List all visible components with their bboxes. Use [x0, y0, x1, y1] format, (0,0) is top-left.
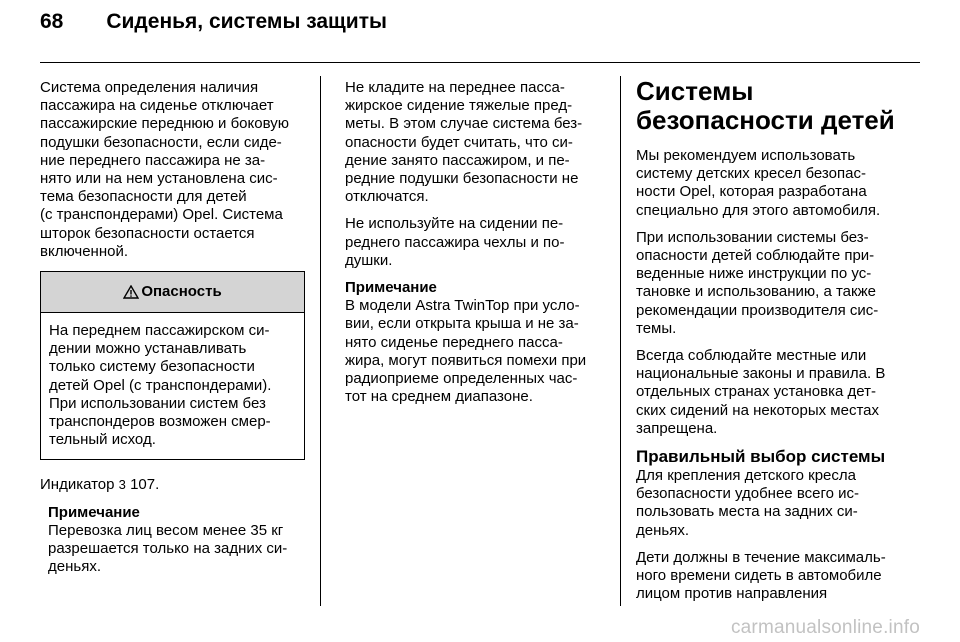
warning-body: На переднем пассажирском си- дении можно устанавливать только систему безопасности детей Opel (с транспондерами). При использовании систем без транспондеров возможен смер- тельный исход.	[49, 322, 272, 449]
heavy-objects-paragraph: Не кладите на переднее пасса- жирское сидение тяжелые пред- меты. В этом случае система без- опасности будет считать, что си- дение занято пассажиром, и пе- редние подушки безопасности не отключатся.	[345, 79, 583, 206]
watermark: carmanualsonline.info	[730, 617, 920, 638]
note-title: Примечание	[345, 279, 437, 297]
seat-covers-paragraph: Не используйте на сидении пе- реднего пассажира чехлы и по- душки.	[345, 215, 565, 269]
system-choice-subheading: Правильный выбор системы	[636, 447, 886, 467]
page-number: 68	[40, 10, 64, 33]
section-title: Сиденья, системы защиты	[106, 10, 387, 33]
rear-seats-paragraph: Для крепления детского кресла безопасности удобнее всего ис- пользовать места на задних си- деньях.	[636, 467, 859, 539]
warning-triangle-icon	[123, 285, 139, 299]
danger-warning-box	[40, 271, 305, 460]
header-rule	[40, 62, 920, 63]
note-block-2: Примечание В модели Astra TwinTop при усло- вии, если открыта крыша и не за- нято сиденье переднего пасса- жира, могут появиться помехи при радиоприеме определенных час- тот на среднем диапазоне.	[345, 279, 607, 406]
page-header	[40, 10, 387, 46]
column-3	[636, 77, 910, 612]
occupant-detection-paragraph: Система определения наличия пассажира на сиденье отключает пассажирские переднюю и боковую подушки безопасности, если сиде- ние переднего пассажира не за- нято или на нем установлена сис- тема безопасности для детей (с транспондерами) Opel. Система шторок безопасности остается включенной.	[40, 79, 289, 260]
column-divider-1	[320, 76, 321, 606]
recommendation-paragraph: Мы рекомендуем использовать систему детских кресел безопас- ности Opel, которая разработана специально для этого автомобиля.	[636, 147, 881, 219]
page-reference-link[interactable]: 107.	[130, 476, 160, 494]
laws-paragraph: Всегда соблюдайте местные или национальные законы и правила. В отдельных странах установка дет- ских сидений на некоторых местах запрещена.	[636, 347, 886, 437]
indicator-reference: Индикатор 3 107.	[40, 476, 160, 494]
warning-title: Опасность	[141, 282, 222, 300]
column-1	[40, 79, 305, 576]
warning-header	[41, 272, 304, 313]
column-divider-2	[620, 76, 621, 606]
rear-facing-paragraph: Дети должны в течение максималь- ного времени сидеть в автомобиле лицом против направления	[636, 548, 886, 603]
note-title: Примечание	[48, 503, 140, 521]
child-restraint-heading: Системы безопасности детей	[636, 76, 895, 135]
column-2	[345, 79, 607, 406]
note-block-1: Примечание Перевозка лиц весом менее 35 кг разрешается только на задних си- деньях.	[48, 504, 305, 577]
page-ref-arrow-icon: 3	[118, 477, 126, 493]
instructions-paragraph: При использовании системы без- опасности детей соблюдайте при- веденные ниже инструкции по ус- тановке и использованию, а также рекомендации производителя сис- темы.	[636, 228, 879, 337]
